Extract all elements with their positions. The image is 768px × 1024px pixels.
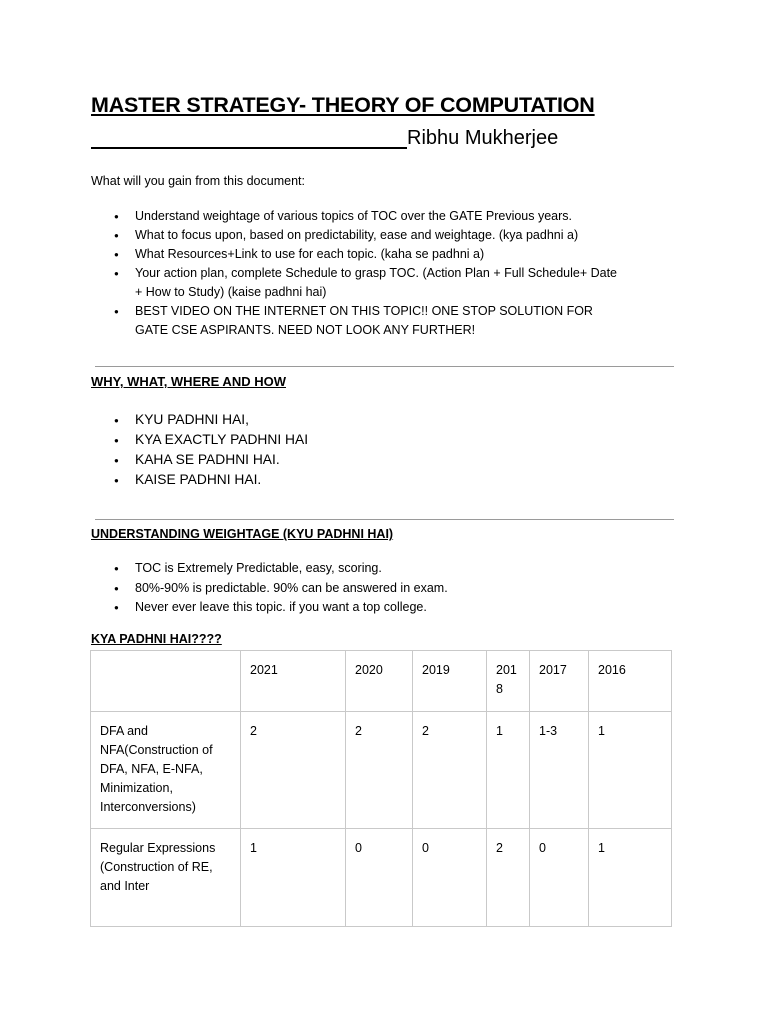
author-underline [91,125,407,149]
table-cell: 1 [589,829,672,927]
list-item: ● Never ever leave this topic. if you want a top college. [91,598,448,618]
table-cell: 2 [346,712,413,829]
divider [95,519,674,520]
weightage-list [91,559,448,618]
list-item: ● KAISE PADHNI HAI. [91,470,308,490]
table-row [91,712,672,829]
list-item: ● BEST VIDEO ON THE INTERNET ON THIS TOPIC!! ONE STOP SOLUTION FOR GATE CSE ASPIRANTS. NEED NOT LOOK ANY FURTHER! [91,302,617,340]
section-heading: WHY, WHAT, WHERE AND HOW [91,374,286,389]
table-cell: 0 [530,829,589,927]
list-item: ● 80%-90% is predictable. 90% can be answered in exam. [91,579,448,599]
table-cell: 2021 [241,651,346,712]
why-list [91,410,308,490]
list-item: ● KYA EXACTLY PADHNI HAI [91,430,308,450]
table-cell: 1 [487,712,530,829]
table-cell: 0 [413,829,487,927]
table-cell: DFA and NFA(Construction of DFA, NFA, E-NFA, Minimization, Interconversions) [91,712,241,829]
list-item: ● Your action plan, complete Schedule to grasp TOC. (Action Plan + Full Schedule+ Date + How to Study) (kaise padhni hai) [91,264,617,302]
list-item: ● What to focus upon, based on predictability, ease and weightage. (kya padhni a) [91,226,617,245]
intro-text: What will you gain from this document: [91,174,305,188]
table-cell: 1 [241,829,346,927]
table-cell: 201 8 [487,651,530,712]
table-cell: 2019 [413,651,487,712]
author-row [91,125,558,149]
weightage-table [90,650,672,927]
table-cell: 2016 [589,651,672,712]
table-cell: 2017 [530,651,589,712]
table-cell: 1 [589,712,672,829]
list-item: ● What Resources+Link to use for each topic. (kaha se padhni a) [91,245,617,264]
document-title: MASTER STRATEGY- THEORY OF COMPUTATION [91,93,595,117]
list-item: ● Understand weightage of various topics of TOC over the GATE Previous years. [91,207,617,226]
list-item: ● KYU PADHNI HAI, [91,410,308,430]
table-cell: 2 [413,712,487,829]
gain-list [91,207,617,340]
table-cell: 1-3 [530,712,589,829]
table-cell: 2 [487,829,530,927]
table-cell: Regular Expressions (Construction of RE, and Inter [91,829,241,927]
table-header-row [91,651,672,712]
table-cell: 2020 [346,651,413,712]
list-item: ● TOC is Extremely Predictable, easy, scoring. [91,559,448,579]
author-name: Ribhu Mukherjee [407,127,559,149]
table-cell: 2 [241,712,346,829]
section-heading: UNDERSTANDING WEIGHTAGE (KYU PADHNI HAI) [91,527,394,541]
divider [95,366,674,367]
section-heading: KYA PADHNI HAI???? [91,632,222,646]
list-item: ● KAHA SE PADHNI HAI. [91,450,308,470]
table-row [91,829,672,927]
table-cell [91,651,241,712]
table-cell: 0 [346,829,413,927]
